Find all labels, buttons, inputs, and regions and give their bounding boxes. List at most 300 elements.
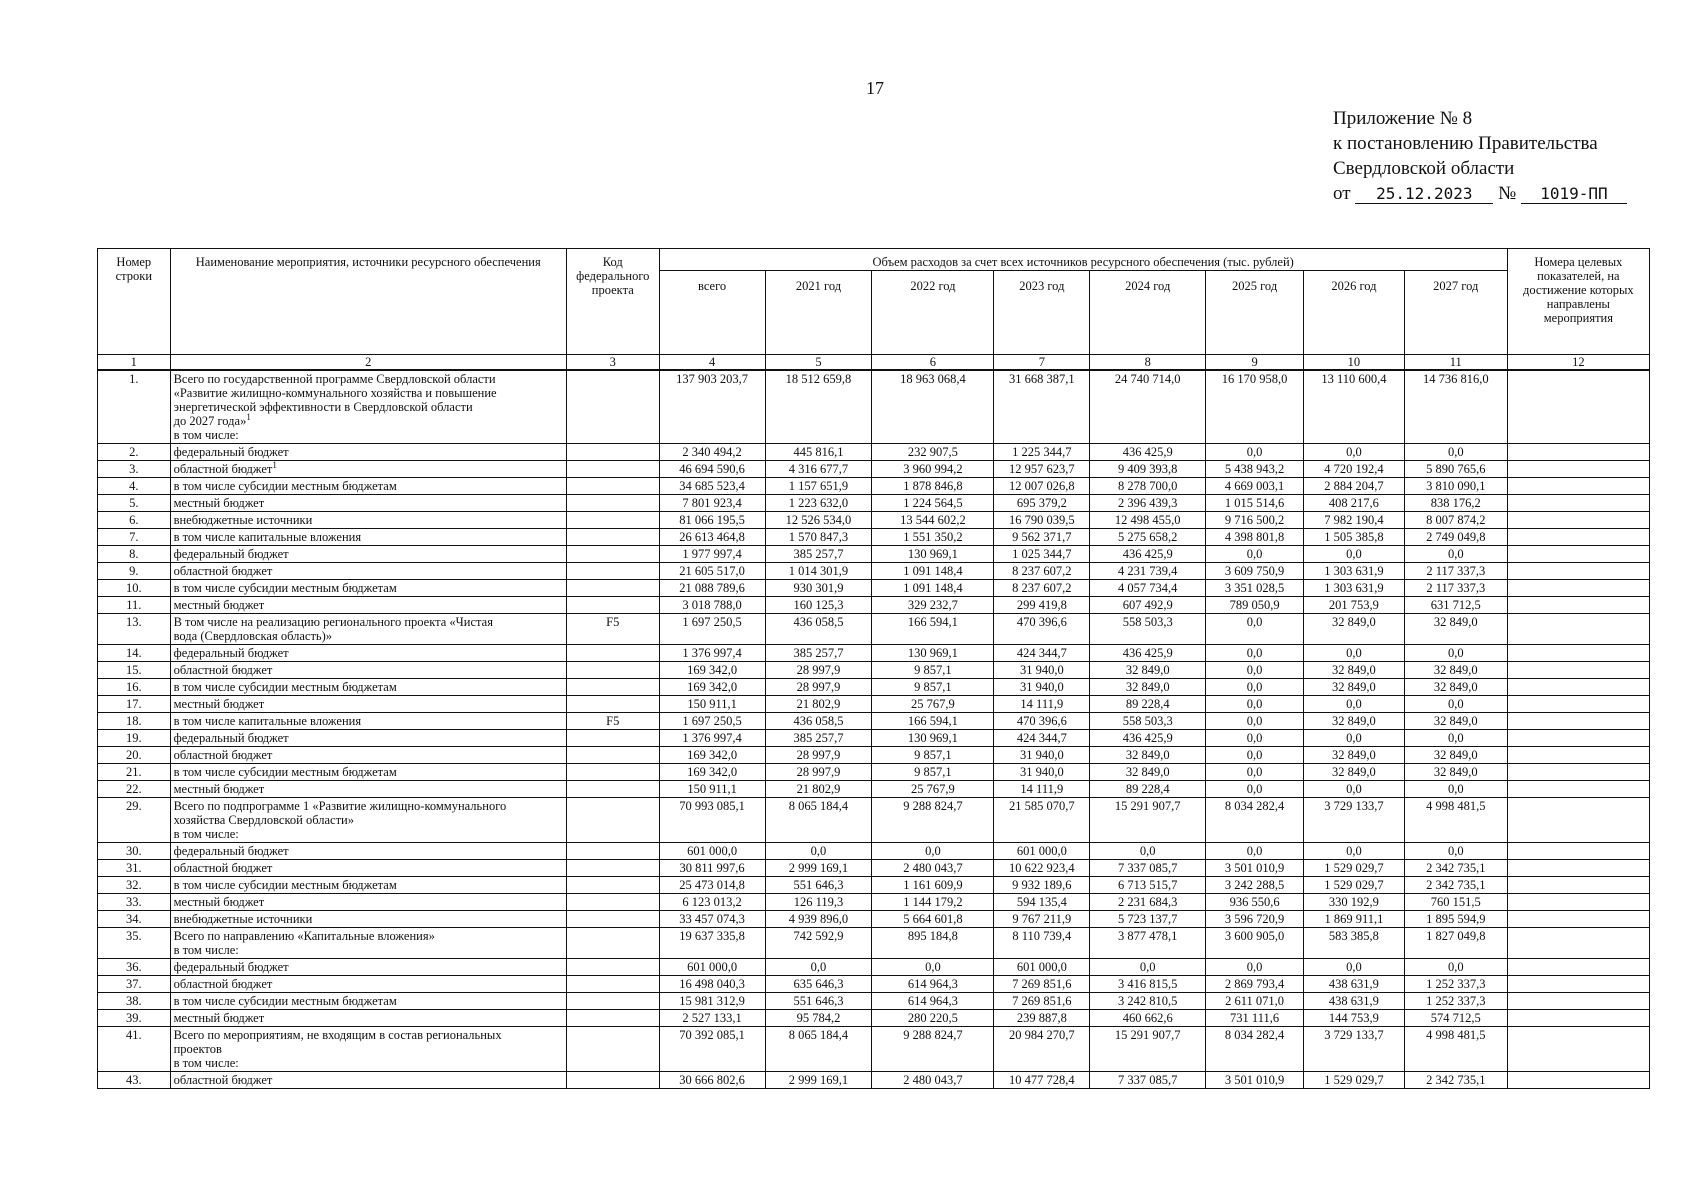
row-year-value: 32 849,0 [1304,747,1405,764]
row-year-value: 0,0 [1404,546,1507,563]
row-year-value: 2 231 684,3 [1090,894,1206,911]
appendix-region: Свердловской области [1333,158,1515,179]
row-year-value: 31 668 387,1 [994,370,1090,444]
row-number: 13. [98,614,171,645]
row-year-value: 4 316 677,7 [765,461,872,478]
row-year-value: 1 091 148,4 [872,580,994,597]
row-year-value: 4 398 801,8 [1206,529,1304,546]
row-name-line: федеральный бюджет [173,646,289,660]
row-year-value: 201 753,9 [1304,597,1405,614]
row-year-value: 9 288 824,7 [872,798,994,843]
row-year-value: 1 015 514,6 [1206,495,1304,512]
table-row [98,781,1650,798]
row-target-indicators [1507,843,1649,860]
row-total-value: 25 473 014,8 [659,877,765,894]
row-year-value: 10 477 728,4 [994,1072,1090,1089]
row-year-value: 9 716 500,2 [1206,512,1304,529]
row-year-value: 32 849,0 [1404,662,1507,679]
row-year-value: 32 849,0 [1404,679,1507,696]
row-name-line: в том числе субсидии местным бюджетам [173,994,397,1008]
row-name-line: в том числе субсидии местным бюджетам [173,765,397,779]
row-total-value: 137 903 203,7 [659,370,765,444]
row-year-value: 631 712,5 [1404,597,1507,614]
table-row [98,1072,1650,1089]
table-row [98,877,1650,894]
row-name [170,696,566,713]
header-year-2026: 2026 год [1304,271,1405,355]
row-target-indicators [1507,781,1649,798]
row-year-value: 8 034 282,4 [1206,798,1304,843]
row-year-value: 0,0 [1304,546,1405,563]
row-name-line: вода (Свердловская область)» [173,629,333,643]
row-year-value: 4 998 481,5 [1404,1027,1507,1072]
header-row-1 [98,249,1650,271]
row-total-value: 1 376 997,4 [659,730,765,747]
row-target-indicators [1507,928,1649,959]
row-year-value: 12 007 026,8 [994,478,1090,495]
row-year-value: 7 269 851,6 [994,993,1090,1010]
row-year-value: 0,0 [1404,444,1507,461]
row-name [170,370,566,444]
header-row-number: Номер строки [98,249,171,355]
row-year-value: 89 228,4 [1090,781,1206,798]
row-name [170,959,566,976]
table-row [98,529,1650,546]
row-project-code [566,546,659,563]
row-total-value: 81 066 195,5 [659,512,765,529]
header-project-code: Код федерального проекта [566,249,659,355]
row-year-value: 695 379,2 [994,495,1090,512]
row-year-value: 470 396,6 [994,713,1090,730]
row-project-code [566,764,659,781]
row-year-value: 5 275 658,2 [1090,529,1206,546]
row-year-value: 239 887,8 [994,1010,1090,1027]
row-name [170,512,566,529]
row-number: 22. [98,781,171,798]
row-year-value: 160 125,3 [765,597,872,614]
resolution-number: 1019-ПП [1521,185,1627,204]
row-year-value: 166 594,1 [872,713,994,730]
row-year-value: 32 849,0 [1090,662,1206,679]
row-year-value: 25 767,9 [872,696,994,713]
row-total-value: 26 613 464,8 [659,529,765,546]
appendix-header [1333,106,1627,206]
row-project-code [566,860,659,877]
row-year-value: 2 869 793,4 [1206,976,1304,993]
row-year-value: 0,0 [1304,781,1405,798]
row-total-value: 21 605 517,0 [659,563,765,580]
row-target-indicators [1507,512,1649,529]
row-target-indicators [1507,1010,1649,1027]
row-target-indicators [1507,764,1649,781]
column-number: 4 [659,355,765,371]
row-year-value: 32 849,0 [1404,747,1507,764]
row-number: 38. [98,993,171,1010]
row-year-value: 0,0 [1304,645,1405,662]
row-year-value: 32 849,0 [1090,747,1206,764]
row-name-line: в том числе капитальные вложения [173,530,362,544]
row-year-value: 614 964,3 [872,976,994,993]
column-number: 6 [872,355,994,371]
row-name [170,911,566,928]
row-year-value: 3 729 133,7 [1304,798,1405,843]
row-name-line: в том числе: [173,827,239,841]
row-year-value: 32 849,0 [1304,764,1405,781]
row-year-value: 9 409 393,8 [1090,461,1206,478]
row-year-value: 731 111,6 [1206,1010,1304,1027]
row-number: 34. [98,911,171,928]
column-number: 10 [1304,355,1405,371]
row-name [170,860,566,877]
row-year-value: 1 551 350,2 [872,529,994,546]
row-year-value: 1 252 337,3 [1404,993,1507,1010]
row-year-value: 1 157 651,9 [765,478,872,495]
row-year-value: 1 303 631,9 [1304,580,1405,597]
row-year-value: 95 784,2 [765,1010,872,1027]
row-year-value: 9 857,1 [872,662,994,679]
row-year-value: 32 849,0 [1404,764,1507,781]
row-target-indicators [1507,614,1649,645]
row-year-value: 436 058,5 [765,713,872,730]
row-year-value: 2 396 439,3 [1090,495,1206,512]
row-name [170,444,566,461]
row-year-value: 14 111,9 [994,696,1090,713]
row-year-value: 0,0 [1304,444,1405,461]
row-name-line: В том числе на реализацию регионального проекта «Чистая [173,615,493,629]
row-year-value: 1 827 049,8 [1404,928,1507,959]
row-project-code [566,911,659,928]
row-year-value: 130 969,1 [872,730,994,747]
table-row [98,696,1650,713]
row-name-line: федеральный бюджет [173,731,289,745]
row-name-line: проектов [173,1042,222,1056]
row-name [170,730,566,747]
row-year-value: 0,0 [1404,645,1507,662]
row-year-value: 8 065 184,4 [765,1027,872,1072]
row-year-value: 8 034 282,4 [1206,1027,1304,1072]
row-total-value: 601 000,0 [659,959,765,976]
row-number: 39. [98,1010,171,1027]
appendix-date-line [1333,181,1627,206]
row-target-indicators [1507,444,1649,461]
row-year-value: 445 816,1 [765,444,872,461]
row-year-value: 1 144 179,2 [872,894,994,911]
table-row [98,747,1650,764]
row-name-line: федеральный бюджет [173,445,289,459]
row-year-value: 1 091 148,4 [872,563,994,580]
row-year-value: 25 767,9 [872,781,994,798]
row-number: 1. [98,370,171,444]
row-year-value: 330 192,9 [1304,894,1405,911]
row-number: 8. [98,546,171,563]
row-year-value: 936 550,6 [1206,894,1304,911]
row-year-value: 12 957 623,7 [994,461,1090,478]
row-project-code [566,877,659,894]
row-year-value: 0,0 [765,959,872,976]
row-name [170,597,566,614]
row-name [170,713,566,730]
row-total-value: 21 088 789,6 [659,580,765,597]
row-year-value: 32 849,0 [1404,713,1507,730]
row-year-value: 8 110 739,4 [994,928,1090,959]
row-year-value: 0,0 [1304,696,1405,713]
row-year-value: 470 396,6 [994,614,1090,645]
table-row [98,495,1650,512]
row-name [170,461,566,478]
row-year-value: 2 480 043,7 [872,1072,994,1089]
table-row [98,1010,1650,1027]
column-number: 1 [98,355,171,371]
row-year-value: 9 562 371,7 [994,529,1090,546]
row-project-code [566,993,659,1010]
row-name [170,546,566,563]
column-number: 5 [765,355,872,371]
row-year-value: 32 849,0 [1304,679,1405,696]
row-name-line: до 2027 года» [173,414,247,428]
row-project-code [566,645,659,662]
row-name-line: федеральный бюджет [173,547,289,561]
row-target-indicators [1507,546,1649,563]
row-year-value: 31 940,0 [994,679,1090,696]
row-year-value: 4 231 739,4 [1090,563,1206,580]
row-year-value: 8 237 607,2 [994,580,1090,597]
row-name-line: хозяйства Свердловской области» [173,813,354,827]
row-name [170,993,566,1010]
row-name [170,747,566,764]
row-year-value: 2 611 071,0 [1206,993,1304,1010]
row-year-value: 32 849,0 [1090,764,1206,781]
row-year-value: 1 303 631,9 [1304,563,1405,580]
row-year-value: 2 342 735,1 [1404,860,1507,877]
row-year-value: 3 596 720,9 [1206,911,1304,928]
row-number: 16. [98,679,171,696]
row-number: 14. [98,645,171,662]
row-name-line: федеральный бюджет [173,844,289,858]
row-project-code [566,597,659,614]
row-year-value: 436 425,9 [1090,645,1206,662]
row-name-line: внебюджетные источники [173,912,313,926]
row-total-value: 150 911,1 [659,781,765,798]
row-target-indicators [1507,798,1649,843]
row-name [170,1010,566,1027]
row-name-line: в том числе: [173,428,239,442]
row-number: 7. [98,529,171,546]
row-year-value: 2 117 337,3 [1404,580,1507,597]
row-year-value: 3 351 028,5 [1206,580,1304,597]
header-name: Наименование мероприятия, источники ресурсного обеспечения [170,249,566,355]
appendix-title: Приложение № 8 [1333,108,1473,129]
row-project-code [566,1010,659,1027]
row-total-value: 1 697 250,5 [659,614,765,645]
row-name [170,976,566,993]
row-target-indicators [1507,976,1649,993]
row-total-value: 2 340 494,2 [659,444,765,461]
row-name [170,478,566,495]
row-total-value: 7 801 923,4 [659,495,765,512]
row-year-value: 32 849,0 [1404,614,1507,645]
row-year-value: 18 963 068,4 [872,370,994,444]
row-target-indicators [1507,662,1649,679]
row-year-value: 385 257,7 [765,730,872,747]
row-year-value: 14 111,9 [994,781,1090,798]
row-target-indicators [1507,645,1649,662]
row-year-value: 0,0 [1206,781,1304,798]
row-year-value: 130 969,1 [872,546,994,563]
row-year-value: 0,0 [1090,959,1206,976]
row-number: 30. [98,843,171,860]
footnote-mark: 1 [272,459,277,470]
row-name-line: федеральный бюджет [173,960,289,974]
row-project-code [566,798,659,843]
row-year-value: 6 713 515,7 [1090,877,1206,894]
row-year-value: 1 878 846,8 [872,478,994,495]
row-year-value: 4 939 896,0 [765,911,872,928]
row-name-line: областной бюджет [173,1073,273,1087]
header-year-2021: 2021 год [765,271,872,355]
row-year-value: 635 646,3 [765,976,872,993]
row-name-line: местный бюджет [173,1011,265,1025]
row-year-value: 21 802,9 [765,781,872,798]
row-project-code [566,894,659,911]
row-year-value: 28 997,9 [765,747,872,764]
row-number: 37. [98,976,171,993]
row-year-value: 89 228,4 [1090,696,1206,713]
row-year-value: 0,0 [1404,843,1507,860]
row-year-value: 12 526 534,0 [765,512,872,529]
row-total-value: 169 342,0 [659,662,765,679]
row-project-code [566,512,659,529]
row-number: 11. [98,597,171,614]
column-number: 12 [1507,355,1649,371]
page-number: 17 [866,78,884,98]
row-year-value: 0,0 [872,843,994,860]
header-expense-volume: Объем расходов за счет всех источников ресурсного обеспечения (тыс. рублей) [659,249,1507,271]
row-project-code [566,444,659,461]
table-row [98,645,1650,662]
row-project-code: F5 [566,713,659,730]
row-year-value: 0,0 [1206,713,1304,730]
table-row [98,730,1650,747]
row-year-value: 5 890 765,6 [1404,461,1507,478]
row-year-value: 9 857,1 [872,747,994,764]
row-year-value: 0,0 [1206,696,1304,713]
row-year-value: 0,0 [1206,679,1304,696]
row-project-code [566,662,659,679]
row-total-value: 169 342,0 [659,679,765,696]
table-row [98,512,1650,529]
row-year-value: 436 425,9 [1090,730,1206,747]
row-number: 29. [98,798,171,843]
row-year-value: 15 291 907,7 [1090,1027,1206,1072]
column-number: 3 [566,355,659,371]
row-year-value: 1 895 594,9 [1404,911,1507,928]
row-target-indicators [1507,495,1649,512]
row-year-value: 3 810 090,1 [1404,478,1507,495]
row-total-value: 19 637 335,8 [659,928,765,959]
row-year-value: 280 220,5 [872,1010,994,1027]
row-total-value: 2 527 133,1 [659,1010,765,1027]
row-year-value: 1 252 337,3 [1404,976,1507,993]
row-year-value: 13 544 602,2 [872,512,994,529]
row-project-code [566,580,659,597]
table-row [98,764,1650,781]
row-target-indicators [1507,747,1649,764]
row-year-value: 3 501 010,9 [1206,1072,1304,1089]
row-project-code [566,370,659,444]
row-year-value: 0,0 [1206,730,1304,747]
row-year-value: 438 631,9 [1304,993,1405,1010]
row-total-value: 601 000,0 [659,843,765,860]
row-year-value: 8 007 874,2 [1404,512,1507,529]
row-year-value: 3 960 994,2 [872,461,994,478]
row-total-value: 3 018 788,0 [659,597,765,614]
resolution-date: 25.12.2023 [1355,185,1493,204]
row-name-line: в том числе субсидии местным бюджетам [173,680,397,694]
row-project-code [566,529,659,546]
row-name-line: в том числе: [173,1056,239,1070]
row-name-line: областной бюджет [173,977,273,991]
row-year-value: 3 242 288,5 [1206,877,1304,894]
row-year-value: 8 237 607,2 [994,563,1090,580]
row-year-value: 20 984 270,7 [994,1027,1090,1072]
row-year-value: 0,0 [1404,959,1507,976]
row-year-value: 299 419,8 [994,597,1090,614]
row-year-value: 28 997,9 [765,679,872,696]
row-target-indicators [1507,461,1649,478]
row-year-value: 436 058,5 [765,614,872,645]
row-target-indicators [1507,959,1649,976]
row-total-value: 1 376 997,4 [659,645,765,662]
row-year-value: 15 291 907,7 [1090,798,1206,843]
row-year-value: 8 065 184,4 [765,798,872,843]
row-project-code [566,959,659,976]
row-year-value: 436 425,9 [1090,546,1206,563]
row-total-value: 33 457 074,3 [659,911,765,928]
header-total: всего [659,271,765,355]
row-year-value: 0,0 [1206,764,1304,781]
number-label: № [1498,183,1517,204]
row-year-value: 9 288 824,7 [872,1027,994,1072]
row-number: 10. [98,580,171,597]
row-year-value: 0,0 [1090,843,1206,860]
row-name [170,798,566,843]
row-year-value: 5 438 943,2 [1206,461,1304,478]
column-number: 2 [170,355,566,371]
row-year-value: 760 151,5 [1404,894,1507,911]
row-year-value: 2 999 169,1 [765,860,872,877]
table-row [98,860,1650,877]
row-target-indicators [1507,860,1649,877]
row-number: 5. [98,495,171,512]
row-year-value: 0,0 [1304,730,1405,747]
row-name [170,679,566,696]
row-name-line: в том числе субсидии местным бюджетам [173,878,397,892]
table-row [98,444,1650,461]
header-year-2022: 2022 год [872,271,994,355]
row-target-indicators [1507,1072,1649,1089]
column-number: 8 [1090,355,1206,371]
row-year-value: 1 529 029,7 [1304,877,1405,894]
row-year-value: 1 869 911,1 [1304,911,1405,928]
header-target-indicators: Номера целевых показателей, на достижение которых направлены мероприятия [1507,249,1649,355]
row-year-value: 551 646,3 [765,877,872,894]
row-total-value: 15 981 312,9 [659,993,765,1010]
row-name [170,580,566,597]
table-row [98,713,1650,730]
row-year-value: 0,0 [1206,546,1304,563]
row-year-value: 126 119,3 [765,894,872,911]
row-number: 2. [98,444,171,461]
